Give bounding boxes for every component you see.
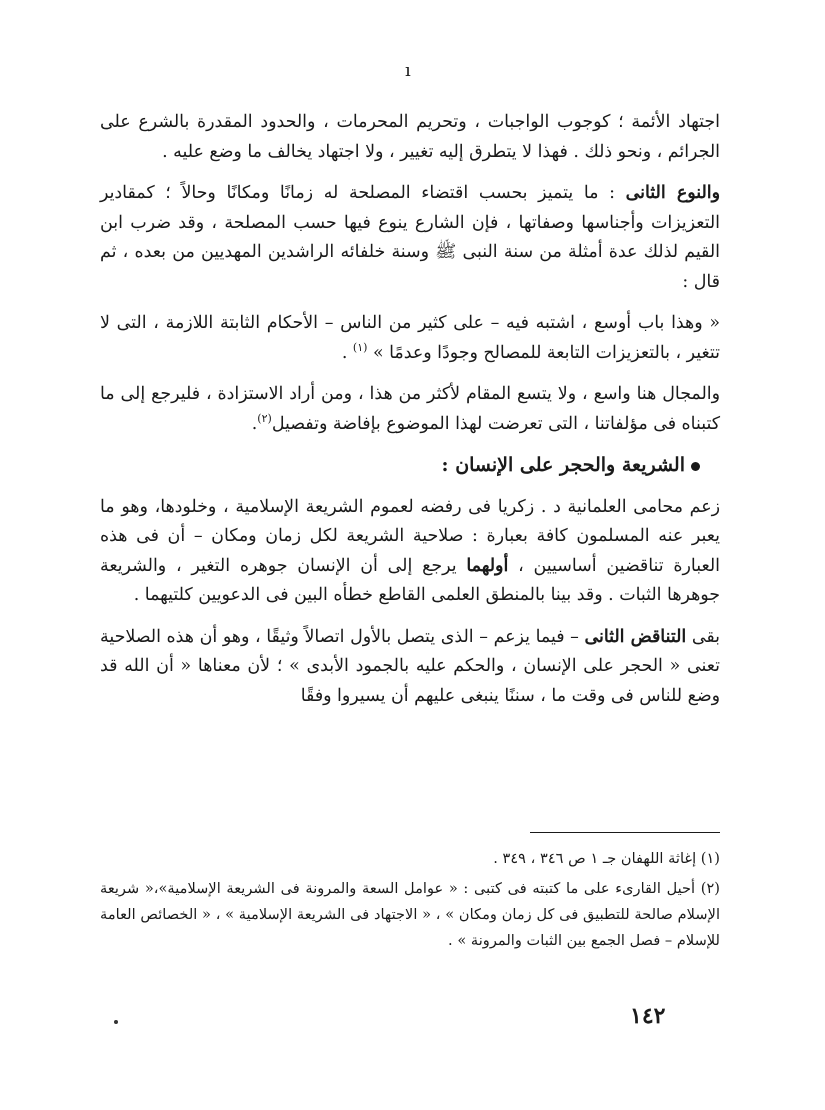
section-heading-tail: : xyxy=(441,454,456,476)
paragraph-1 xyxy=(100,108,720,167)
footnote-1: (١) إغاثة اللهفان جـ ١ ص ٣٤٦ ، ٣٤٩ . xyxy=(493,850,720,867)
paragraph-6-pre: بقى xyxy=(686,626,720,647)
footnotes xyxy=(100,846,720,958)
top-mark: ı xyxy=(405,60,411,81)
footnote-2: (٢) أحيل القارىء على ما كتبته فى كتبى : « عوامل السعة والمرونة فى الشريعة الإسلامية»،« شريعة الإسلام صالحة للتطبيق فى كل زمان ومكان » ، « الاجتهاد فى الشريعة الإسلامية » ، « الخصائص العامة للإسلام – فصل الجمع بين الثبات والمرونة » . xyxy=(100,880,720,949)
paragraph-6 xyxy=(100,623,720,712)
section-heading-title: الشريعة والحجر على الإنسان xyxy=(455,454,685,476)
paragraph-6-post: – فيما يزعم – الذى يتصل بالأول اتصالاً وثيقًا ، وهو أن هذه الصلاحية تعنى « الحجر على الإنسان ، والحكم عليه بالجمود الأبدى » ؛ لأن معناها « أن الله قد وضع للناس فى وقت ما ، سننًا ينبغى عليهم أن يسيروا وفقًا xyxy=(100,626,720,706)
paragraph-2 xyxy=(100,179,720,297)
paragraph-5-post: يرجع إلى أن الإنسان جوهره التغير ، والشريعة جوهرها الثبات . وقد بينا بالمنطق العلمى القاطع خطأه البين فى الدعويين كلتيهما . xyxy=(100,555,720,605)
paragraph-2-lead: والنوع الثانى xyxy=(625,183,720,203)
paragraph-4 xyxy=(100,380,720,439)
paragraph-2-text: : ما يتميز بحسب اقتضاء المصلحة له زمانًا ومكانًا وحالاً ؛ كمقادير التعزيزات وأجناسها وصفاتها ، فإن الشارع ينوع فيها حسب المصلحة ، وقد ضرب ابن القيم لذلك عدة أمثلة من سنة النبى ﷺ وسنة خلفائه الراشدين المهديين من بعده ، ثم قال : xyxy=(100,183,720,292)
paragraph-6-bold: التناقض الثانى xyxy=(584,626,687,647)
paragraph-5-bold: أولهما xyxy=(466,555,509,576)
paragraph-1-text: اجتهاد الأئمة ؛ كوجوب الواجبات ، وتحريم المحرمات ، والحدود المقدرة بالشرع على الجرائم ، ونحو ذلك . فهذا لا يتطرق إليه تغيير ، ولا اجتهاد يخالف ما وضع عليه . xyxy=(100,112,720,162)
paragraph-4-text: والمجال هنا واسع ، ولا يتسع المقام لأكثر من هذا ، ومن أراد الاستزادة ، فليرجع إلى ما كتبناه فى مؤلفاتنا ، التى تعرضت لهذا الموضوع بإفاضة وتفصيل xyxy=(100,384,720,434)
stray-dot xyxy=(114,1020,118,1024)
main-text xyxy=(100,108,720,723)
quote-tail: . xyxy=(341,342,353,363)
quote-text: « وهذا باب أوسع ، اشتبه فيه – على كثير من الناس – الأحكام الثابتة اللازمة ، التى لا تتغير ، بالتعزيزات التابعة للمصالح وجودًا وعدمًا » xyxy=(100,313,720,363)
paragraph-5 xyxy=(100,493,720,611)
section-heading xyxy=(100,451,700,481)
bullet-icon xyxy=(691,462,700,471)
footnote-separator xyxy=(530,832,720,833)
footnote-ref-2: (٢) xyxy=(257,411,272,425)
quote-paragraph xyxy=(100,309,720,368)
paragraph-5-pre: زعم محامى العلمانية د . زكريا فى رفضه لعموم الشريعة الإسلامية ، وخلودها، وهو ما يعبر عنه المسلمون كافة بعبارة : صلاحية الشريعة لكل زمان ومكان – أن فى هذه العبارة تناقضين أساسيين ، xyxy=(100,496,720,576)
paragraph-4-tail: . xyxy=(251,413,258,434)
footnote-ref-1: (١) xyxy=(352,340,368,354)
page-number: ١٤٢ xyxy=(630,1003,666,1029)
